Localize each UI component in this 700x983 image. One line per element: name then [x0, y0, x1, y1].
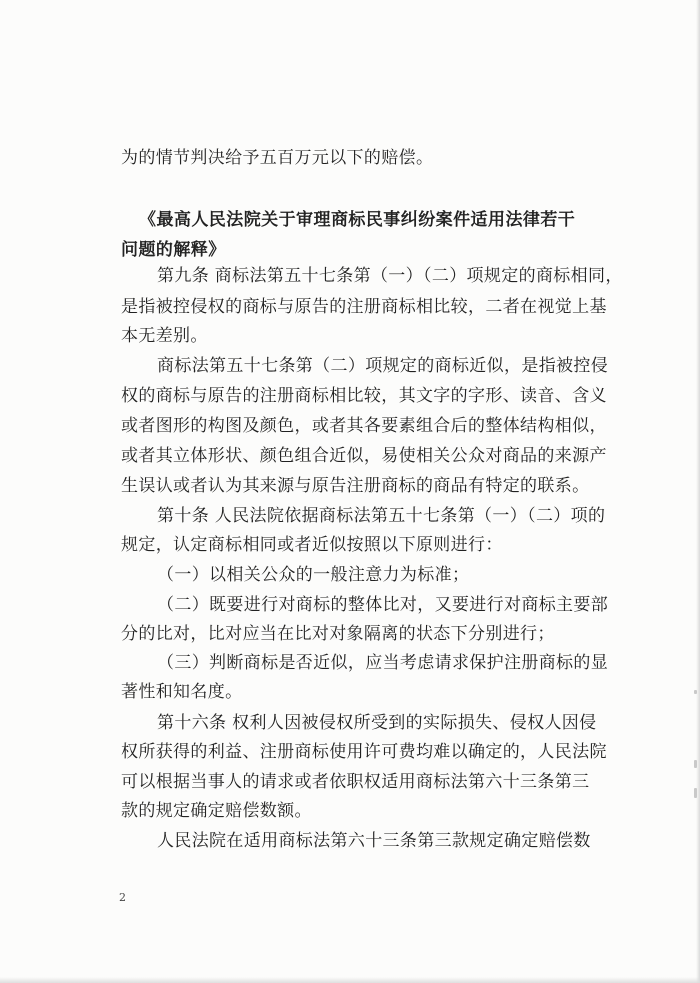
article-10-line-1: 第十条 人民法院依据商标法第五十七条第（一）（二）项的: [157, 506, 606, 526]
scan-mark: [694, 788, 697, 798]
principle-2-line-2: 分的比对，比对应当在比对对象隔离的状态下分别进行；: [121, 624, 555, 644]
page-number: 2: [119, 891, 126, 904]
similarity-paragraph-line-2: 权的商标与原告的注册商标相比较，其文字的字形、读音、含义: [121, 386, 607, 406]
similarity-paragraph-line-1: 商标法第五十七条第（二）项规定的商标近似，是指被控侵: [157, 356, 609, 376]
principle-3-line-2: 著性和知名度。: [121, 682, 243, 702]
article-9-line-1: 第九条 商标法第五十七条第（一）（二）项规定的商标相同，: [157, 266, 623, 286]
article-16-line-3: 可以根据当事人的请求或者依职权适用商标法第六十三条第三: [121, 772, 590, 792]
court-application-line-1: 人民法院在适用商标法第六十三条第三款规定确定赔偿数: [157, 831, 591, 851]
similarity-paragraph-line-3: 或者图形的构图及颜色，或者其各要素组合后的整体结构相似，: [121, 416, 607, 436]
article-16-line-1: 第十六条 权利人因被侵权所受到的实际损失、侵权人因侵: [157, 713, 597, 733]
section-heading-line-1: 《最高人民法院关于审理商标民事纠纷案件适用法律若干: [139, 210, 576, 230]
similarity-paragraph-line-4: 或者其立体形状、颜色组合近似，易使相关公众对商品的来源产: [121, 446, 607, 466]
text-line-continuation: 为的情节判决给予五百万元以下的赔偿。: [121, 148, 434, 168]
similarity-paragraph-line-5: 生误认或者认为其来源与原告注册商标的商品有特定的联系。: [121, 476, 590, 496]
article-16-line-4: 款的规定确定赔偿数额。: [121, 801, 312, 821]
principle-2-line-1: （二）既要进行对商标的整体比对，又要进行对商标主要部: [157, 595, 609, 615]
scan-mark: [694, 760, 697, 768]
article-10-line-2: 规定，认定商标相同或者近似按照以下原则进行：: [121, 535, 503, 555]
article-9-line-3: 本无差别。: [121, 326, 208, 346]
scan-mark: [694, 690, 697, 694]
article-16-line-2: 权所获得的利益、注册商标使用许可费均难以确定的，人民法院: [121, 742, 607, 762]
principle-3-line-1: （三）判断商标是否近似，应当考虑请求保护注册商标的显: [157, 653, 609, 673]
scan-edge-bottom: [0, 977, 700, 983]
scan-edge-right: [696, 0, 700, 983]
article-9-line-2: 是指被控侵权的商标与原告的注册商标相比较，二者在视觉上基: [121, 297, 607, 317]
section-heading-line-2: 问题的解释》: [121, 240, 226, 260]
principle-1-line: （一）以相关公众的一般注意力为标准；: [157, 565, 470, 585]
